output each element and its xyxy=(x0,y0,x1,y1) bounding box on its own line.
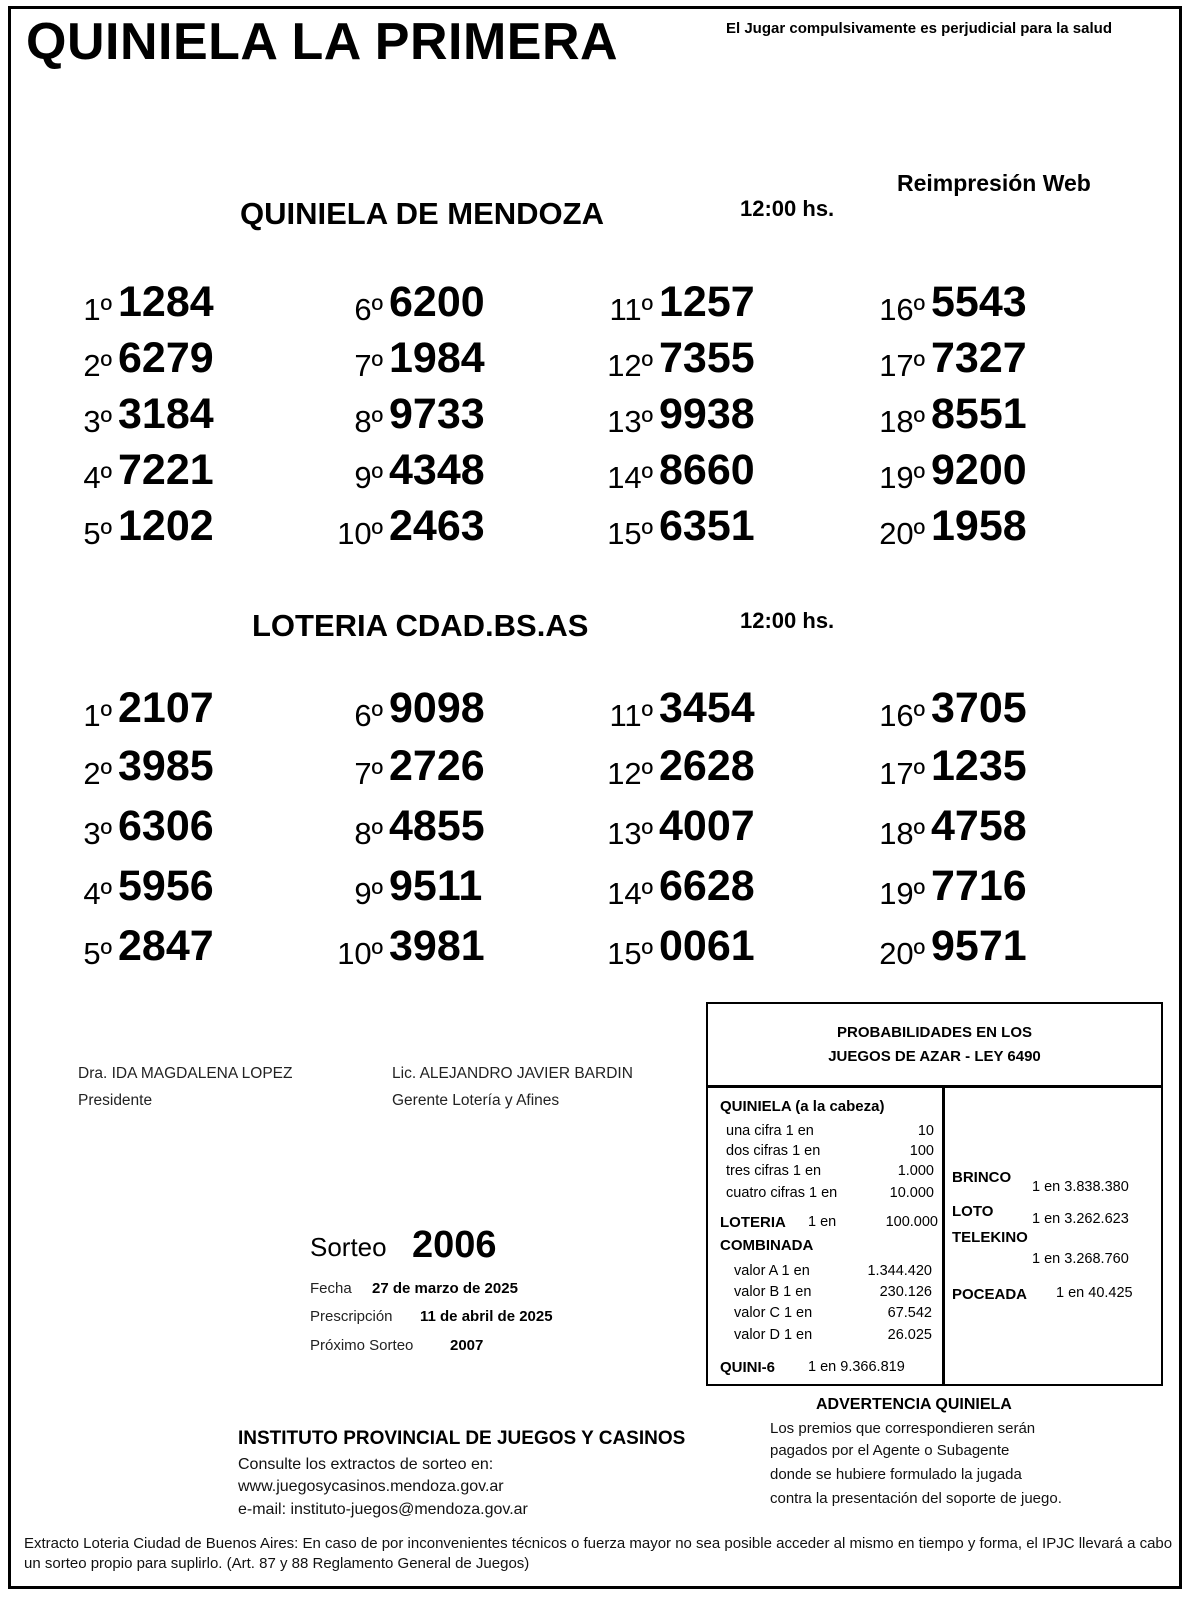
result-cell xyxy=(295,742,515,794)
result-cell xyxy=(565,684,785,736)
result-number: 1235 xyxy=(931,742,1027,790)
result-cell xyxy=(24,922,244,974)
result-position: 17º xyxy=(879,348,925,383)
draw-time-bsas: 12:00 hs. xyxy=(740,608,835,633)
result-cell xyxy=(565,390,785,442)
result-number: 6306 xyxy=(118,802,214,850)
result-position: 9º xyxy=(354,460,383,495)
health-warning: El Jugar compulsivamente es perjudicial para la salud xyxy=(726,20,1112,37)
result-cell xyxy=(837,334,1057,386)
result-position: 16º xyxy=(879,698,925,733)
draw-title-mendoza: QUINIELA DE MENDOZA xyxy=(240,196,604,231)
result-position: 8º xyxy=(354,816,383,851)
result-number: 7716 xyxy=(931,862,1027,910)
result-position: 6º xyxy=(354,292,383,327)
result-number: 7221 xyxy=(118,446,214,494)
result-cell xyxy=(837,278,1057,330)
result-position: 7º xyxy=(354,756,383,791)
quiniela-prob-label: dos cifras 1 en xyxy=(726,1143,821,1159)
result-position: 4º xyxy=(83,876,112,911)
advertencia-title: ADVERTENCIA QUINIELA xyxy=(816,1396,1012,1413)
result-number: 9098 xyxy=(389,684,485,732)
advertencia-line: Los premios que correspondieren serán xyxy=(770,1420,1036,1437)
signature-role-manager: Gerente Lotería y Afines xyxy=(392,1092,560,1109)
result-number: 9938 xyxy=(659,390,755,438)
result-position: 15º xyxy=(607,516,653,551)
result-number: 8660 xyxy=(659,446,755,494)
result-number: 9200 xyxy=(931,446,1027,494)
combinada-prob-label: valor D 1 en xyxy=(734,1327,813,1343)
result-position: 12º xyxy=(607,348,653,383)
result-cell xyxy=(565,802,785,854)
combinada-prob-label: valor B 1 en xyxy=(734,1284,812,1300)
result-position: 4º xyxy=(83,460,112,495)
result-number: 9733 xyxy=(389,390,485,438)
result-position: 10º xyxy=(337,516,383,551)
result-position: 9º xyxy=(354,876,383,911)
probabilities-box xyxy=(706,1002,1163,1386)
result-position: 12º xyxy=(607,756,653,791)
result-position: 2º xyxy=(83,756,112,791)
result-cell xyxy=(837,742,1057,794)
result-number: 4855 xyxy=(389,802,485,850)
result-cell xyxy=(295,502,515,554)
quiniela-prob-label: cuatro cifras 1 en xyxy=(726,1185,838,1201)
result-number: 1284 xyxy=(118,278,214,326)
fecha-label: Fecha xyxy=(310,1280,352,1297)
result-number: 2107 xyxy=(118,684,214,732)
result-position: 16º xyxy=(879,292,925,327)
result-cell xyxy=(24,502,244,554)
draw-time-mendoza: 12:00 hs. xyxy=(740,196,835,221)
result-number: 1984 xyxy=(389,334,485,382)
loteria-prob-en: 1 en xyxy=(808,1214,837,1230)
result-position: 7º xyxy=(354,348,383,383)
result-position: 18º xyxy=(879,404,925,439)
result-cell xyxy=(295,390,515,442)
quini6-prob-label: QUINI-6 xyxy=(720,1359,776,1376)
signature-name-manager: Lic. ALEJANDRO JAVIER BARDIN xyxy=(392,1065,633,1082)
result-cell xyxy=(565,278,785,330)
combinada-prob-value: 67.542 xyxy=(887,1305,932,1321)
result-cell xyxy=(24,334,244,386)
result-number: 7327 xyxy=(931,334,1027,382)
result-position: 18º xyxy=(879,816,925,851)
result-cell xyxy=(295,446,515,498)
proximo-label: Próximo Sorteo xyxy=(310,1337,414,1354)
probabilities-title-1: PROBABILIDADES EN LOS xyxy=(836,1024,1032,1041)
institute-info-line: Consulte los extractos de sorteo en: xyxy=(238,1456,494,1473)
result-number: 3981 xyxy=(389,922,485,970)
result-cell xyxy=(295,334,515,386)
result-position: 5º xyxy=(83,936,112,971)
result-number: 1257 xyxy=(659,278,755,326)
result-cell xyxy=(295,862,515,914)
result-cell xyxy=(837,922,1057,974)
quiniela-prob-value: 10.000 xyxy=(889,1185,934,1201)
result-number: 6628 xyxy=(659,862,755,910)
result-position: 6º xyxy=(354,698,383,733)
result-number: 6351 xyxy=(659,502,755,550)
page-title: QUINIELA LA PRIMERA xyxy=(26,13,619,71)
result-number: 8551 xyxy=(931,390,1027,438)
result-number: 5956 xyxy=(118,862,214,910)
result-cell xyxy=(565,502,785,554)
result-cell xyxy=(837,862,1057,914)
result-position: 20º xyxy=(879,936,925,971)
result-position: 14º xyxy=(607,876,653,911)
probabilities-column-divider xyxy=(942,1088,945,1384)
combinada-prob-value: 230.126 xyxy=(879,1284,932,1300)
institute-website: www.juegosycasinos.mendoza.gov.ar xyxy=(238,1478,504,1495)
proximo-value: 2007 xyxy=(450,1337,484,1354)
result-position: 15º xyxy=(607,936,653,971)
result-position: 1º xyxy=(83,292,112,327)
result-cell xyxy=(565,922,785,974)
telekino-prob-label: TELEKINO xyxy=(952,1229,1028,1246)
loteria-prob-value: 100.000 xyxy=(885,1214,938,1230)
result-cell xyxy=(24,446,244,498)
result-number: 9511 xyxy=(389,862,483,910)
prescripcion-value: 11 de abril de 2025 xyxy=(420,1308,553,1325)
draw-title-bsas: LOTERIA CDAD.BS.AS xyxy=(252,608,589,643)
advertencia-line: contra la presentación del soporte de juego. xyxy=(770,1490,1062,1507)
result-position: 20º xyxy=(879,516,925,551)
result-number: 2847 xyxy=(118,922,214,970)
result-position: 2º xyxy=(83,348,112,383)
result-position: 17º xyxy=(879,756,925,791)
advertencia-line: donde se hubiere formulado la jugada xyxy=(770,1466,1022,1483)
sorteo-label: Sorteo xyxy=(310,1232,387,1262)
result-position: 1º xyxy=(83,698,112,733)
quiniela-prob-label: tres cifras 1 en xyxy=(726,1163,822,1179)
result-cell xyxy=(565,742,785,794)
loto-prob-value: 1 en 3.262.623 xyxy=(1032,1211,1129,1227)
result-cell xyxy=(295,684,515,736)
result-cell xyxy=(837,802,1057,854)
result-position: 19º xyxy=(879,460,925,495)
result-number: 3454 xyxy=(659,684,755,732)
result-cell xyxy=(565,862,785,914)
combinada-prob-value: 1.344.420 xyxy=(867,1263,932,1279)
telekino-prob-value: 1 en 3.268.760 xyxy=(1032,1251,1129,1267)
combinada-prob-value: 26.025 xyxy=(887,1327,932,1343)
result-position: 13º xyxy=(607,816,653,851)
result-number: 2628 xyxy=(659,742,755,790)
quiniela-prob-label: una cifra 1 en xyxy=(726,1123,814,1139)
result-number: 6279 xyxy=(118,334,214,382)
signature-role-president: Presidente xyxy=(78,1092,153,1109)
result-number: 4758 xyxy=(931,802,1027,850)
institute-email: e-mail: instituto-juegos@mendoza.gov.ar xyxy=(238,1501,528,1518)
result-position: 11º xyxy=(609,292,653,327)
combinada-prob-label: valor C 1 en xyxy=(734,1305,813,1321)
reprint-label: Reimpresión Web xyxy=(897,170,1091,196)
result-cell xyxy=(295,922,515,974)
result-cell xyxy=(24,802,244,854)
result-position: 10º xyxy=(337,936,383,971)
result-position: 11º xyxy=(609,698,653,733)
result-cell xyxy=(295,802,515,854)
result-cell xyxy=(24,278,244,330)
result-cell xyxy=(565,446,785,498)
institute-name: INSTITUTO PROVINCIAL DE JUEGOS Y CASINOS xyxy=(238,1428,686,1449)
result-cell xyxy=(24,862,244,914)
result-position: 19º xyxy=(879,876,925,911)
result-number: 3705 xyxy=(931,684,1027,732)
advertencia-line: pagados por el Agente o Subagente xyxy=(770,1442,1010,1459)
result-cell xyxy=(837,684,1057,736)
result-number: 4007 xyxy=(659,802,755,850)
result-position: 14º xyxy=(607,460,653,495)
result-number: 9571 xyxy=(931,922,1027,970)
result-cell xyxy=(837,390,1057,442)
combinada-prob-title: COMBINADA xyxy=(720,1237,814,1254)
signature-name-president: Dra. IDA MAGDALENA LOPEZ xyxy=(78,1065,293,1082)
brinco-prob-value: 1 en 3.838.380 xyxy=(1032,1179,1129,1195)
result-position: 13º xyxy=(607,404,653,439)
result-cell xyxy=(24,390,244,442)
footer-note: Extracto Loteria Ciudad de Buenos Aires: En caso de por inconvenientes técnicos o fuerza mayor no sea posible acceder al mismo en tiempo y forma, el IPJC llevará a cabo un sorteo propio para suplirlo. (Art. 87 y 88 Reglamento General de Juegos) xyxy=(24,1535,1173,1572)
poceada-prob-label: POCEADA xyxy=(952,1286,1028,1303)
result-cell xyxy=(24,742,244,794)
result-number: 7355 xyxy=(659,334,755,382)
sorteo-number: 2006 xyxy=(412,1224,497,1266)
result-cell xyxy=(837,502,1057,554)
probabilities-header xyxy=(708,1004,1161,1088)
brinco-prob-label: BRINCO xyxy=(952,1169,1012,1186)
result-number: 6200 xyxy=(389,278,485,326)
result-position: 3º xyxy=(83,404,112,439)
quiniela-prob-value: 1.000 xyxy=(897,1163,934,1179)
probabilities-title-2: JUEGOS DE AZAR - LEY 6490 xyxy=(828,1048,1041,1065)
result-cell xyxy=(837,446,1057,498)
quiniela-prob-value: 10 xyxy=(917,1123,934,1139)
quiniela-prob-value: 100 xyxy=(909,1143,934,1159)
poceada-prob-value: 1 en 40.425 xyxy=(1056,1285,1133,1301)
result-number: 5543 xyxy=(931,278,1027,326)
result-cell xyxy=(295,278,515,330)
result-position: 8º xyxy=(354,404,383,439)
result-number: 4348 xyxy=(389,446,485,494)
quini6-prob-value: 1 en 9.366.819 xyxy=(808,1359,905,1375)
loto-prob-label: LOTO xyxy=(952,1203,994,1220)
prescripcion-label: Prescripción xyxy=(310,1308,393,1325)
result-number: 1958 xyxy=(931,502,1027,550)
result-number: 0061 xyxy=(659,922,755,970)
result-number: 3985 xyxy=(118,742,214,790)
result-position: 5º xyxy=(83,516,112,551)
result-number: 1202 xyxy=(118,502,214,550)
result-number: 3184 xyxy=(118,390,214,438)
result-number: 2463 xyxy=(389,502,485,550)
quiniela-prob-title: QUINIELA (a la cabeza) xyxy=(720,1098,885,1115)
result-cell xyxy=(565,334,785,386)
combinada-prob-label: valor A 1 en xyxy=(734,1263,810,1279)
result-number: 2726 xyxy=(389,742,485,790)
result-position: 3º xyxy=(83,816,112,851)
result-cell xyxy=(24,684,244,736)
fecha-value: 27 de marzo de 2025 xyxy=(372,1280,518,1297)
loteria-prob-label: LOTERIA xyxy=(720,1214,786,1231)
